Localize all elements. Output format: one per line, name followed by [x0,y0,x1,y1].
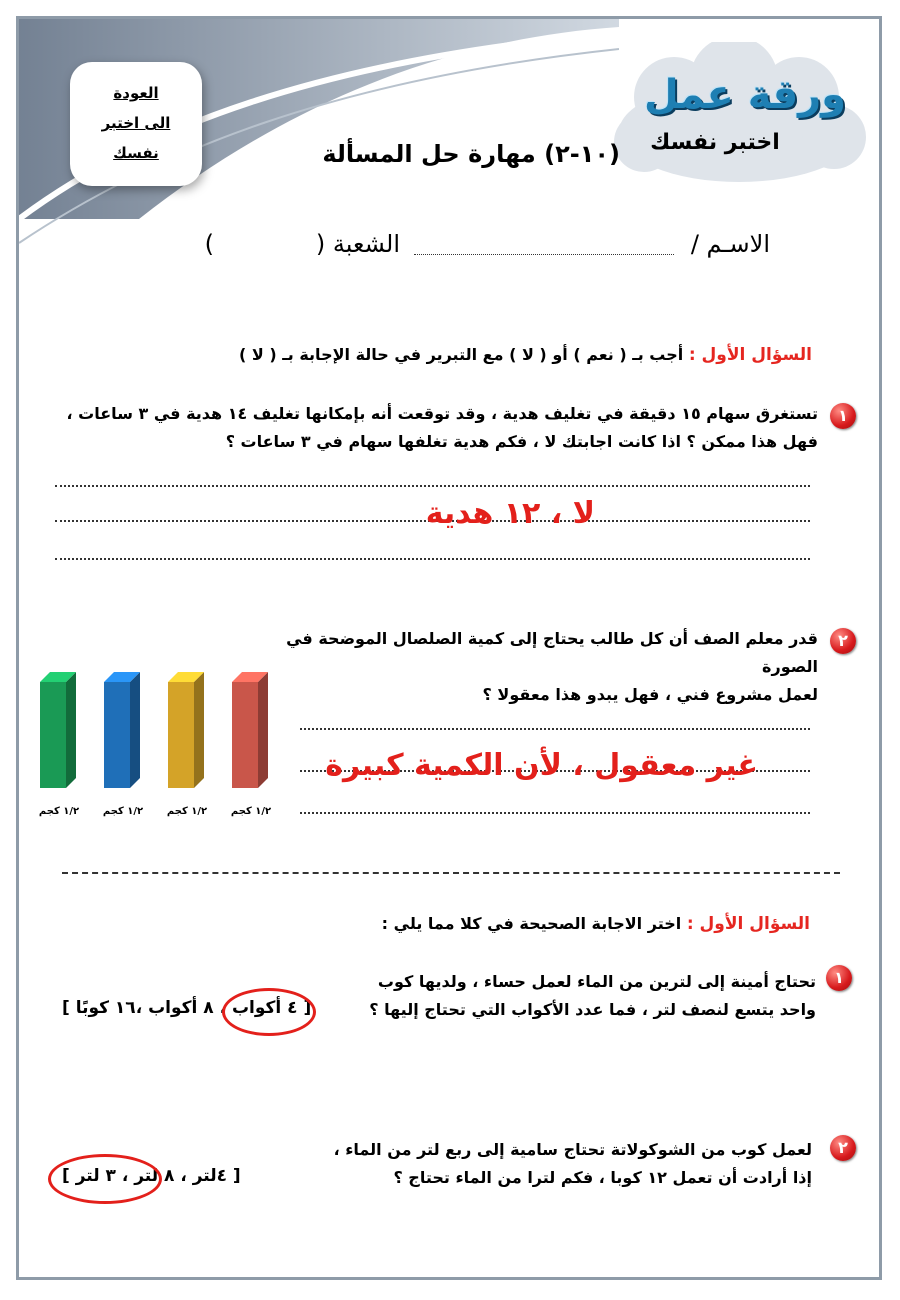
question-number-badge: ١ [830,403,856,429]
mcq-2-text [332,1136,812,1192]
answer-line [55,485,810,487]
answer-line [55,558,810,560]
section-close: ) [204,230,214,258]
part2-instruction: اختر الاجابة الصحيحة في كلا مما يلي : [381,914,682,933]
mcq-1-choices: [ ٤ أكواب ، ٨ أكواب ،١٦ كوبًا ] [62,998,312,1018]
clay-bar [232,672,268,788]
clay-bar-weight-label: ١/٢ كجم [102,806,144,817]
name-label: الاسـم / [690,230,770,258]
question-2-line-2: لعمل مشروع فني ، فهل يبدو هذا معقولا ؟ [482,685,818,704]
selected-answer-circle [48,1154,162,1204]
question-number-badge: ٢ [830,1135,856,1161]
back-to-test-link[interactable] [70,62,202,186]
part2-header [210,914,810,934]
question-1-line-1: تستغرق سهام ١٥ دقيقة في تغليف هدية ، وقد توقعت أنه بإمكانها تغليف ١٤ هدية في ٣ ساعات ، [66,404,818,423]
section-divider [62,872,840,874]
mcq-1-text [356,968,816,1024]
back-link-line-2[interactable]: الى اختبر [101,114,171,132]
page-title: (١٠-٢) مهارة حل المسألة [322,140,620,168]
student-info-row [200,230,770,264]
clay-bar-weight-label: ١/٢ كجم [230,806,272,817]
part1-label: السؤال الأول : [688,345,812,365]
mcq-2-line-1: لعمل كوب من الشوكولاتة تحتاج سامية إلى ربع لتر من الماء ، [333,1140,812,1159]
question-number-badge: ١ [826,965,852,991]
clay-bar [40,672,76,788]
worksheet-badge-title: ورقة عمل [643,72,847,118]
name-field[interactable] [414,254,674,255]
part1-instruction: أجب بـ ( نعم ) أو ( لا ) مع التبرير في حالة الإجابة بـ ( لا ) [239,345,684,364]
question-2-answer: غير معقول ، لأن الكمية كبيرة [325,748,758,783]
worksheet-badge-subtitle: اختبر نفسك [650,130,780,155]
back-link-line-3[interactable]: نفسك [113,144,159,162]
mcq-1-line-2: واحد يتسع لنصف لتر ، فما عدد الأكواب التي تحتاج إليها ؟ [369,1000,816,1019]
question-1-text [58,400,818,456]
answer-line [300,812,810,814]
mcq-1-line-1: تحتاج أمينة إلى لترين من الماء لعمل حساء ، ولديها كوب [377,972,816,991]
question-number-badge: ٢ [830,628,856,654]
back-link-line-1[interactable]: العودة [113,84,159,102]
clay-bar [168,672,204,788]
clay-bar [104,672,140,788]
question-2-line-1: قدر معلم الصف أن كل طالب يحتاج إلى كمية الصلصال الموضحة في الصورة [286,629,818,676]
mcq-2-choices: [ ٤لتر ، ٨ لتر ، ٣ لتر ] [62,1166,241,1186]
clay-bar-weight-label: ١/٢ كجم [38,806,80,817]
part2-label: السؤال الأول : [686,914,810,934]
question-1-line-2: فهل هذا ممكن ؟ اذا كانت اجابتك لا ، فكم هدية تغلفها سهام في ٣ ساعات ؟ [225,432,818,451]
answer-line [300,728,810,730]
question-1-answer: لا ، ١٢ هدية [425,496,595,531]
mcq-2-line-2: إذا أرادت أن تعمل ١٢ كوبا ، فكم لترا من الماء تحتاج ؟ [393,1168,812,1187]
question-2-text [258,625,818,709]
section-label: الشعبة ( [315,230,400,258]
part1-header [112,345,812,365]
selected-answer-circle [222,988,316,1036]
clay-bar-weight-label: ١/٢ كجم [166,806,208,817]
